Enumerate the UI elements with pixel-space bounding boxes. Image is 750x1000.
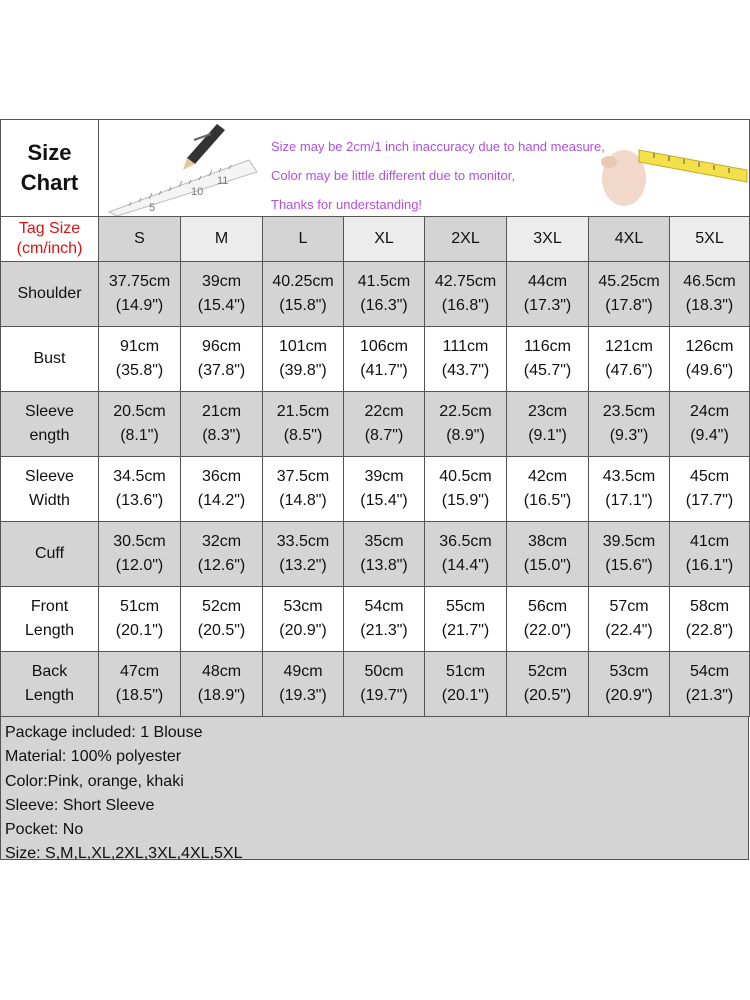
cm-value: 55cm [445, 598, 486, 615]
title-line-2: Chart [20, 170, 79, 195]
inch-value: (9.3") [609, 427, 649, 444]
measurement-cell [181, 652, 263, 717]
cm-value: 23.5cm [602, 403, 656, 420]
inch-value: (22.0") [523, 622, 572, 639]
inch-value: (37.8") [197, 362, 246, 379]
cm-value: 51cm [119, 598, 160, 615]
cm-value: 58cm [689, 598, 730, 615]
tag-size-line-2: (cm/inch) [16, 240, 83, 257]
inch-value: (20.9") [605, 687, 653, 704]
cm-value: 39cm [201, 273, 242, 290]
cm-value: 48cm [201, 663, 242, 680]
measurement-cell [507, 327, 589, 392]
inch-value: (20.5") [197, 622, 246, 639]
inch-value: (15.4") [197, 297, 246, 314]
size-chart [0, 119, 749, 863]
measurement-cell [670, 392, 750, 457]
inch-value: (13.6") [115, 492, 164, 509]
measurement-cell [181, 457, 263, 522]
product-info [0, 717, 749, 863]
info-line: Size: S,M,L,XL,2XL,3XL,4XL,5XL [5, 845, 243, 863]
inch-value: (20.9") [279, 622, 327, 639]
cm-value: 36cm [201, 468, 242, 485]
row-label-line-2: ength [29, 427, 70, 444]
note-line: Color may be little different due to monitor, [271, 168, 515, 183]
measurement-cell [507, 522, 589, 587]
measurement-cell [263, 392, 344, 457]
info-line: Sleeve: Short Sleeve [5, 796, 155, 814]
table-row [1, 522, 750, 587]
cm-value: 96cm [201, 338, 242, 355]
inch-value: (8.3") [202, 427, 241, 444]
table-row [1, 652, 750, 717]
size-header-3xl: 3XL [507, 217, 589, 262]
inch-value: (49.6") [685, 362, 734, 379]
inch-value: (43.7") [441, 362, 490, 379]
measurement-cell [425, 262, 507, 327]
cm-value: 101cm [278, 338, 328, 355]
cm-value: 21.5cm [276, 403, 330, 420]
row-label-line-2: Width [29, 492, 70, 509]
measurement-cell [670, 522, 750, 587]
inch-value: (21.7") [441, 622, 490, 639]
cm-value: 40.25cm [272, 273, 334, 290]
size-header-s: S [99, 217, 181, 262]
measurement-cell [507, 392, 589, 457]
size-header-5xl: 5XL [670, 217, 750, 262]
info-line: Color:Pink, orange, khaki [5, 772, 184, 790]
inch-value: (19.7") [360, 687, 408, 704]
inch-value: (17.1") [605, 492, 653, 509]
pencil-icon [183, 124, 225, 170]
measurement-cell [425, 392, 507, 457]
cm-value: 22.5cm [439, 403, 492, 420]
measurement-cell [670, 652, 750, 717]
measurement-cell [507, 457, 589, 522]
measurement-cell [99, 652, 181, 717]
inch-value: (20.1") [441, 687, 490, 704]
tag-size-label [1, 217, 99, 262]
measurement-cell [589, 522, 670, 587]
cm-value: 52cm [201, 598, 242, 615]
ruler-number: 10 [191, 186, 204, 198]
cm-value: 45cm [689, 468, 730, 485]
cm-value: 50cm [364, 663, 404, 680]
inch-value: (9.4") [690, 427, 729, 444]
inch-value: (13.2") [279, 557, 327, 574]
size-header-2xl: 2XL [425, 217, 507, 262]
cm-value: 47cm [119, 663, 160, 680]
measurement-cell [263, 457, 344, 522]
measurement-cell [344, 327, 425, 392]
measurement-cell [263, 652, 344, 717]
measurement-cell [589, 457, 670, 522]
measurement-cell [344, 587, 425, 652]
measurement-notes [271, 132, 605, 217]
inch-value: (15.0") [523, 557, 572, 574]
table-row [1, 327, 750, 392]
cm-value: 22cm [364, 403, 404, 420]
cm-value: 46.5cm [683, 273, 736, 290]
cm-value: 42cm [527, 468, 568, 485]
ruler-icon [109, 160, 257, 216]
inch-value: (20.5") [523, 687, 572, 704]
size-header-xl: XL [344, 217, 425, 262]
row-label-line-1: Bust [33, 350, 66, 367]
measurement-cell [589, 652, 670, 717]
info-line: Material: 100% polyester [5, 748, 182, 766]
measurement-cell [507, 587, 589, 652]
title-line-1: Size [27, 140, 72, 165]
inch-value: (19.3") [279, 687, 327, 704]
cm-value: 23cm [527, 403, 568, 420]
cm-value: 53cm [609, 663, 649, 680]
cm-value: 32cm [201, 533, 242, 550]
cm-value: 41cm [689, 533, 730, 550]
row-label-line-2: Length [25, 622, 74, 639]
inch-value: (45.7") [523, 362, 572, 379]
cm-value: 116cm [524, 338, 571, 355]
measurement-cell [181, 327, 263, 392]
inch-value: (18.3") [685, 297, 734, 314]
ruler-number: 11 [217, 175, 229, 187]
info-line: Pocket: No [5, 821, 84, 839]
cm-value: 121cm [604, 338, 654, 355]
inch-value: (12.0") [115, 557, 164, 574]
size-header-m: M [181, 217, 263, 262]
measurement-cell [99, 457, 181, 522]
row-label [1, 262, 99, 327]
size-chart-title [1, 120, 99, 217]
inch-value: (17.8") [605, 297, 653, 314]
inch-value: (8.9") [446, 427, 485, 444]
measurement-cell [263, 522, 344, 587]
measurement-cell [425, 522, 507, 587]
measurement-cell [181, 522, 263, 587]
measurement-cell [344, 262, 425, 327]
measurement-cell [344, 522, 425, 587]
measurement-cell [263, 327, 344, 392]
inch-value: (8.7") [364, 427, 404, 444]
cm-value: 52cm [527, 663, 568, 680]
measurement-cell [263, 587, 344, 652]
measurement-cell [425, 652, 507, 717]
ruler-number: 5 [149, 202, 156, 214]
cm-value: 53cm [283, 598, 323, 615]
inch-value: (20.1") [115, 622, 164, 639]
row-label-line-2: Length [25, 687, 74, 704]
cm-value: 126cm [685, 338, 734, 355]
info-line: Package included: 1 Blouse [5, 724, 203, 741]
cm-value: 37.5cm [276, 468, 330, 485]
row-label [1, 652, 99, 717]
inch-value: (16.3") [360, 297, 408, 314]
cm-value: 57cm [609, 598, 649, 615]
measurement-cell [181, 392, 263, 457]
inch-value: (18.5") [115, 687, 164, 704]
measurement-cell [507, 262, 589, 327]
cm-value: 43.5cm [602, 468, 656, 485]
cm-value: 49cm [283, 663, 323, 680]
cm-value: 39cm [364, 468, 404, 485]
cm-value: 39.5cm [602, 533, 656, 550]
inch-value: (15.6") [605, 557, 653, 574]
measurement-cell [670, 327, 750, 392]
cm-value: 33.5cm [276, 533, 330, 550]
cm-value: 56cm [527, 598, 568, 615]
measurement-cell [507, 652, 589, 717]
measurement-cell [589, 262, 670, 327]
cm-value: 21cm [201, 403, 242, 420]
inch-value: (18.9") [197, 687, 246, 704]
inch-value: (22.4") [605, 622, 653, 639]
cm-value: 38cm [527, 533, 568, 550]
inch-value: (16.5") [523, 492, 572, 509]
row-label [1, 327, 99, 392]
note-line: Thanks for understanding! [271, 197, 423, 212]
inch-value: (39.8") [279, 362, 327, 379]
table-row [1, 587, 750, 652]
measurement-cell [181, 262, 263, 327]
inch-value: (16.1") [685, 557, 734, 574]
measurement-cell [99, 587, 181, 652]
measurement-cell [344, 457, 425, 522]
measurement-cell [670, 587, 750, 652]
inch-value: (21.3") [360, 622, 408, 639]
measurement-cell [181, 587, 263, 652]
size-header-l: L [263, 217, 344, 262]
tag-size-line-1: Tag Size [18, 220, 81, 237]
cm-value: 36.5cm [439, 533, 492, 550]
row-label [1, 392, 99, 457]
measurement-cell [670, 457, 750, 522]
row-label-line-1: Sleeve [25, 468, 74, 485]
inch-value: (41.7") [360, 362, 408, 379]
row-label-line-1: Front [30, 598, 69, 615]
row-label-line-1: Shoulder [17, 285, 82, 302]
cm-value: 44cm [527, 273, 568, 290]
cm-value: 42.75cm [434, 273, 497, 290]
measurement-cell [589, 392, 670, 457]
cm-value: 30.5cm [113, 533, 166, 550]
cm-value: 20.5cm [113, 403, 166, 420]
measurement-cell [263, 262, 344, 327]
table-row [1, 457, 750, 522]
measurement-cell [99, 522, 181, 587]
inch-value: (21.3") [685, 687, 734, 704]
measurement-cell [670, 262, 750, 327]
inch-value: (9.1") [528, 427, 567, 444]
inch-value: (12.6") [197, 557, 246, 574]
size-table [0, 119, 750, 717]
cm-value: 40.5cm [439, 468, 492, 485]
inch-value: (16.8") [441, 297, 490, 314]
inch-value: (14.4") [441, 557, 490, 574]
cm-value: 106cm [359, 338, 409, 355]
measurement-cell [425, 327, 507, 392]
inch-value: (13.8") [360, 557, 408, 574]
cm-value: 51cm [445, 663, 486, 680]
cm-value: 34.5cm [113, 468, 166, 485]
measurement-cell [99, 327, 181, 392]
row-label-line-1: Back [31, 663, 68, 680]
inch-value: (35.8") [115, 362, 164, 379]
inch-value: (14.9") [115, 297, 164, 314]
inch-value: (8.1") [120, 427, 159, 444]
measurement-cell [99, 392, 181, 457]
inch-value: (15.9") [441, 492, 490, 509]
row-label-line-1: Cuff [34, 545, 65, 562]
measurement-cell [99, 262, 181, 327]
size-header-4xl: 4XL [589, 217, 670, 262]
measurement-cell [344, 652, 425, 717]
cm-value: 111cm [442, 338, 489, 355]
inch-value: (15.4") [360, 492, 408, 509]
inch-value: (14.8") [279, 492, 327, 509]
note-line: Size may be 2cm/1 inch inaccuracy due to hand measure, [271, 139, 605, 154]
row-label-line-1: Sleeve [25, 403, 74, 420]
table-row [1, 392, 750, 457]
inch-value: (8.5") [283, 427, 323, 444]
cm-value: 41.5cm [357, 273, 411, 290]
cm-value: 37.75cm [108, 273, 171, 290]
measurement-cell [589, 587, 670, 652]
measurement-cell [425, 587, 507, 652]
cm-value: 54cm [689, 663, 730, 680]
inch-value: (14.2") [197, 492, 246, 509]
inch-value: (17.7") [685, 492, 734, 509]
measurement-cell [425, 457, 507, 522]
cm-value: 54cm [364, 598, 404, 615]
row-label [1, 587, 99, 652]
cm-value: 91cm [119, 338, 160, 355]
tape-measure-icon [601, 150, 747, 206]
inch-value: (47.6") [605, 362, 653, 379]
cm-value: 35cm [364, 533, 404, 550]
measurement-cell [589, 327, 670, 392]
cm-value: 24cm [689, 403, 730, 420]
measurement-banner [99, 120, 750, 217]
measurement-cell [344, 392, 425, 457]
inch-value: (17.3") [523, 297, 572, 314]
inch-value: (22.8") [685, 622, 734, 639]
row-label [1, 457, 99, 522]
inch-value: (15.8") [279, 297, 327, 314]
row-label [1, 522, 99, 587]
cm-value: 45.25cm [598, 273, 660, 290]
table-row [1, 262, 750, 327]
